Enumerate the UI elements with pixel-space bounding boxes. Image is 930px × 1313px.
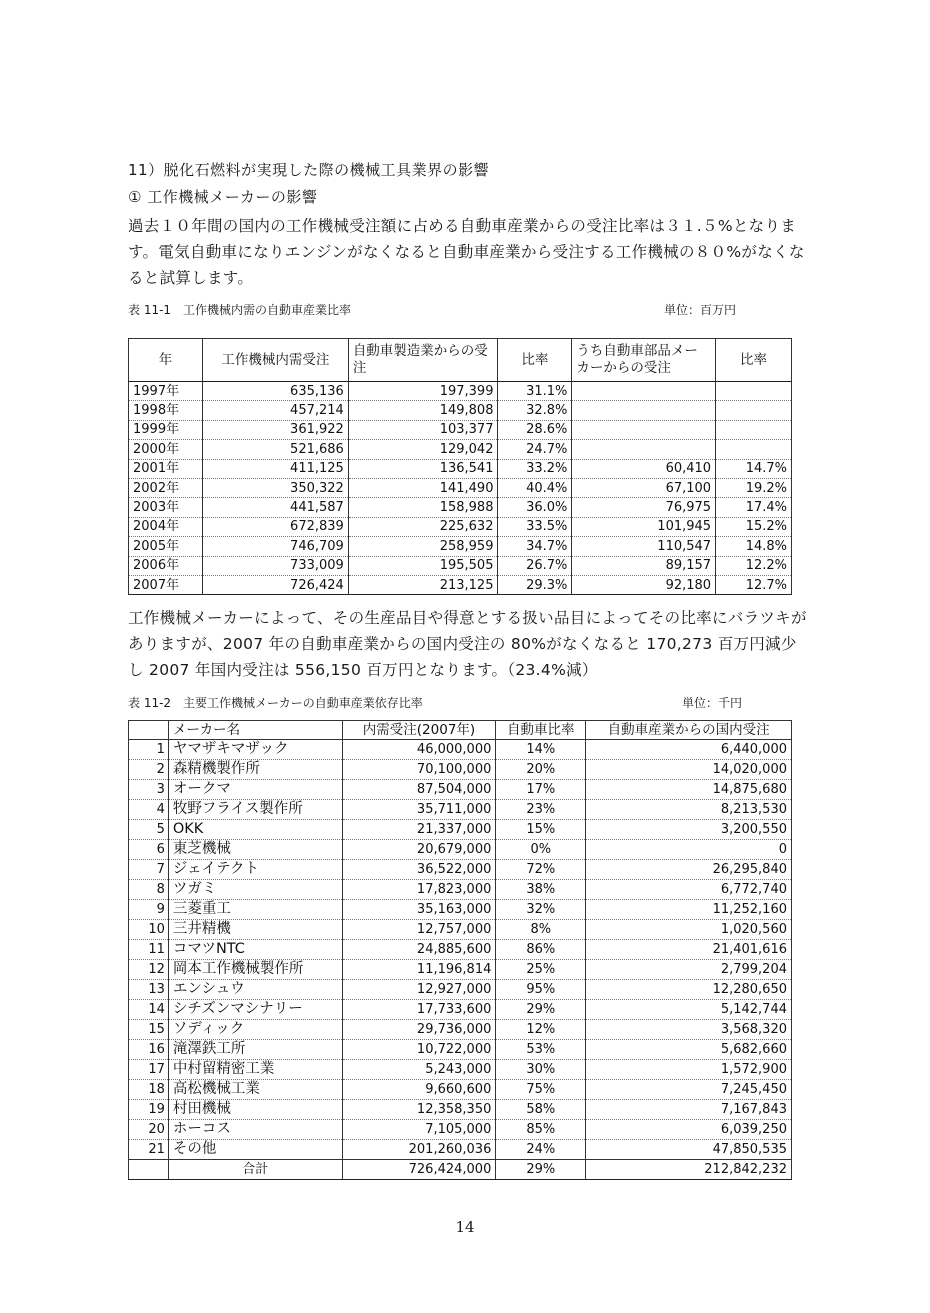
table1-header-cell: うち自動車部品メーカーからの受注 xyxy=(572,339,716,382)
table2-cell: 32% xyxy=(496,900,586,920)
table1-cell: 635,136 xyxy=(202,382,348,401)
table1-cell: 136,541 xyxy=(348,459,498,478)
table2-cell: エンシュウ xyxy=(168,980,342,1000)
total-ratio: 29% xyxy=(496,1160,586,1180)
table2-cell: ツガミ xyxy=(168,880,342,900)
table2-body xyxy=(129,740,792,1180)
table1-cell: 521,686 xyxy=(202,440,348,459)
table2-total-row xyxy=(129,1160,792,1180)
table-row xyxy=(129,980,792,1000)
table-row xyxy=(129,575,792,594)
table2-cell: 1 xyxy=(129,740,169,760)
table2-cell: 14 xyxy=(129,1000,169,1020)
table2-cell: 3 xyxy=(129,780,169,800)
table1-cell: 31.1% xyxy=(498,382,572,401)
table2-unit: 単位：千円 xyxy=(682,696,743,710)
table2-cell: 12,280,650 xyxy=(586,980,792,1000)
table-row xyxy=(129,820,792,840)
table2-cell: 5,142,744 xyxy=(586,1000,792,1020)
table2-cell: 86% xyxy=(496,940,586,960)
table1-cell xyxy=(716,401,792,420)
table-row xyxy=(129,498,792,517)
table1-cell: 60,410 xyxy=(572,459,716,478)
table1-cell: 672,839 xyxy=(202,517,348,536)
table2-cell: 30% xyxy=(496,1060,586,1080)
table1-cell: 33.5% xyxy=(498,517,572,536)
intro-paragraph: 過去１０年間の国内の工作機械受注額に占める自動車産業からの受注比率は３１.５%となります。電気自動車になりエンジンがなくなると自動車産業から受注する工作機械の８０%がなくなると試算します。 xyxy=(128,217,805,287)
table-row xyxy=(129,401,792,420)
table2-cell: 15 xyxy=(129,1020,169,1040)
table2-cell: 14,020,000 xyxy=(586,760,792,780)
table1-cell: 195,505 xyxy=(348,556,498,575)
table1-cell: 28.6% xyxy=(498,420,572,439)
table1-cell xyxy=(716,420,792,439)
table2-cell: 2,799,204 xyxy=(586,960,792,980)
table1-cell: 67,100 xyxy=(572,478,716,497)
table2-cell: 21 xyxy=(129,1140,169,1160)
table2-cell: 19 xyxy=(129,1100,169,1120)
table2-cell: 75% xyxy=(496,1080,586,1100)
table2-cell: 岡本工作機械製作所 xyxy=(168,960,342,980)
table2-cell: その他 xyxy=(168,1140,342,1160)
table1-cell: 361,922 xyxy=(202,420,348,439)
table-row xyxy=(129,420,792,439)
table1-cell: 110,547 xyxy=(572,537,716,556)
table1-cell: 350,322 xyxy=(202,478,348,497)
table2-cell: 17% xyxy=(496,780,586,800)
table2-cell: 2 xyxy=(129,760,169,780)
table1-cell: 2007年 xyxy=(129,575,203,594)
table1-body xyxy=(129,382,792,595)
table-row xyxy=(129,556,792,575)
table1-cell: 225,632 xyxy=(348,517,498,536)
table2-cell: 16 xyxy=(129,1040,169,1060)
table-row xyxy=(129,920,792,940)
table1-header-cell: 比率 xyxy=(498,339,572,382)
table1-cell: 92,180 xyxy=(572,575,716,594)
table2-cell: 26,295,840 xyxy=(586,860,792,880)
table2-cell: 201,260,036 xyxy=(342,1140,496,1160)
table2-cell: 35,163,000 xyxy=(342,900,496,920)
table1-cell: 129,042 xyxy=(348,440,498,459)
table1-cell: 1997年 xyxy=(129,382,203,401)
table2-cell: 20,679,000 xyxy=(342,840,496,860)
table-row xyxy=(129,960,792,980)
table1-cell xyxy=(716,382,792,401)
auto-ratio-table xyxy=(128,338,792,595)
table1-cell: 26.7% xyxy=(498,556,572,575)
table2-cell: 14,875,680 xyxy=(586,780,792,800)
table2-cell: 95% xyxy=(496,980,586,1000)
table1-cell: 2001年 xyxy=(129,459,203,478)
table2-cell: 11,196,814 xyxy=(342,960,496,980)
table2-cell: ソディック xyxy=(168,1020,342,1040)
table2-cell: 12 xyxy=(129,960,169,980)
table2-cell: 87,504,000 xyxy=(342,780,496,800)
table1-header-row xyxy=(129,339,792,382)
table1-cell: 2003年 xyxy=(129,498,203,517)
table2-cell: 6 xyxy=(129,840,169,860)
table2-cell: 14% xyxy=(496,740,586,760)
table2-cell: 20 xyxy=(129,1120,169,1140)
table-row xyxy=(129,900,792,920)
table1-cell: 29.3% xyxy=(498,575,572,594)
table1-cell xyxy=(716,440,792,459)
table2-cell: 24,885,600 xyxy=(342,940,496,960)
table2-cell: 5,243,000 xyxy=(342,1060,496,1080)
table-row xyxy=(129,760,792,780)
table2-cell: 23% xyxy=(496,800,586,820)
table2-caption: 表 11-2 主要工作機械メーカーの自動車産業依存比率 xyxy=(128,696,423,710)
table2-header-cell: 自動車比率 xyxy=(496,721,586,740)
table2-cell: 0% xyxy=(496,840,586,860)
table2-cell: 13 xyxy=(129,980,169,1000)
table2-header-cell: 内需受注(2007年) xyxy=(342,721,496,740)
table2-header-cell: 自動車産業からの国内受注 xyxy=(586,721,792,740)
table-row xyxy=(129,517,792,536)
table2-cell: 36,522,000 xyxy=(342,860,496,880)
table1-cell xyxy=(572,382,716,401)
table2-cell: 18 xyxy=(129,1080,169,1100)
total-domestic: 726,424,000 xyxy=(342,1160,496,1180)
table2-cell: 4 xyxy=(129,800,169,820)
table2-cell: 3,568,320 xyxy=(586,1020,792,1040)
table2-cell: コマツNTC xyxy=(168,940,342,960)
table1-cell: 34.7% xyxy=(498,537,572,556)
table-row xyxy=(129,1040,792,1060)
table2-cell: 中村留精密工業 xyxy=(168,1060,342,1080)
table2-cell: シチズンマシナリー xyxy=(168,1000,342,1020)
table1-cell: 141,490 xyxy=(348,478,498,497)
table1-cell: 733,009 xyxy=(202,556,348,575)
table2-cell: 35,711,000 xyxy=(342,800,496,820)
table2-cell: 10,722,000 xyxy=(342,1040,496,1060)
table-row xyxy=(129,459,792,478)
analysis-paragraph: 工作機械メーカーによって、その生産品目や得意とする扱い品目によってその比率にバラツキがありますが、2007 年の自動車産業からの国内受注の 80%がなくなると 170,273 百万円減少し 2007 年国内受注は 556,150 百万円となります。（23.4%減） xyxy=(128,609,807,679)
table-row xyxy=(129,1100,792,1120)
table1-cell: 32.8% xyxy=(498,401,572,420)
table1-cell: 411,125 xyxy=(202,459,348,478)
table2-cell: 牧野フライス製作所 xyxy=(168,800,342,820)
table-row xyxy=(129,1020,792,1040)
table-row xyxy=(129,780,792,800)
table2-cell: 47,850,535 xyxy=(586,1140,792,1160)
table2-cell: 11,252,160 xyxy=(586,900,792,920)
table1-cell: 258,959 xyxy=(348,537,498,556)
table2-cell: 三井精機 xyxy=(168,920,342,940)
table2-header-cell xyxy=(129,721,169,740)
table1-cell: 726,424 xyxy=(202,575,348,594)
table1-cell: 2006年 xyxy=(129,556,203,575)
table1-cell: 197,399 xyxy=(348,382,498,401)
table-row xyxy=(129,880,792,900)
table1-cell: 2005年 xyxy=(129,537,203,556)
table2-cell: 5,682,660 xyxy=(586,1040,792,1060)
table1-cell: 36.0% xyxy=(498,498,572,517)
table2-cell: 3,200,550 xyxy=(586,820,792,840)
table1-cell: 103,377 xyxy=(348,420,498,439)
table2-cell: 0 xyxy=(586,840,792,860)
empty-cell xyxy=(129,1160,169,1180)
table1-cell: 1999年 xyxy=(129,420,203,439)
table2-cell: 72% xyxy=(496,860,586,880)
table2-cell: 70,100,000 xyxy=(342,760,496,780)
table-row xyxy=(129,1080,792,1100)
table2-cell: 53% xyxy=(496,1040,586,1060)
table1-cell: 76,975 xyxy=(572,498,716,517)
table1-cell: 2000年 xyxy=(129,440,203,459)
maker-dependency-table xyxy=(128,720,792,1180)
table2-cell: 11 xyxy=(129,940,169,960)
table1-header-cell: 年 xyxy=(129,339,203,382)
table2-cell: 12,757,000 xyxy=(342,920,496,940)
table-row xyxy=(129,940,792,960)
table2-cell: 9 xyxy=(129,900,169,920)
table2-cell: ホーコス xyxy=(168,1120,342,1140)
table1-header-cell: 工作機械内需受注 xyxy=(202,339,348,382)
table2-cell: 東芝機械 xyxy=(168,840,342,860)
table1-caption: 表 11-1 工作機械内需の自動車産業比率 xyxy=(128,303,352,317)
table1-cell: 213,125 xyxy=(348,575,498,594)
subsection-heading: ① 工作機械メーカーの影響 xyxy=(128,188,318,206)
table1-cell: 15.2% xyxy=(716,517,792,536)
table-row xyxy=(129,440,792,459)
table2-cell: 17,733,600 xyxy=(342,1000,496,1020)
table1-header-cell: 比率 xyxy=(716,339,792,382)
table2-cell: 17 xyxy=(129,1060,169,1080)
table1-cell: 17.4% xyxy=(716,498,792,517)
table2-cell: 1,572,900 xyxy=(586,1060,792,1080)
table2-cell: 17,823,000 xyxy=(342,880,496,900)
table2-cell: 7,105,000 xyxy=(342,1120,496,1140)
table1-cell: 14.7% xyxy=(716,459,792,478)
table2-cell: 12,358,350 xyxy=(342,1100,496,1120)
table1-cell: 746,709 xyxy=(202,537,348,556)
table-row xyxy=(129,537,792,556)
table2-cell: 85% xyxy=(496,1120,586,1140)
table-row xyxy=(129,860,792,880)
table2-cell: 森精機製作所 xyxy=(168,760,342,780)
page-number: 14 xyxy=(455,1218,475,1236)
table1-cell: 12.7% xyxy=(716,575,792,594)
table1-cell: 101,945 xyxy=(572,517,716,536)
table1-cell xyxy=(572,420,716,439)
table2-cell: 6,440,000 xyxy=(586,740,792,760)
table2-cell: 村田機械 xyxy=(168,1100,342,1120)
table2-cell: 高松機械工業 xyxy=(168,1080,342,1100)
table2-cell: ジェイテクト xyxy=(168,860,342,880)
table2-cell: 7 xyxy=(129,860,169,880)
table1-cell: 89,157 xyxy=(572,556,716,575)
table2-cell: 7,167,843 xyxy=(586,1100,792,1120)
table2-cell: 10 xyxy=(129,920,169,940)
table2-cell: 12% xyxy=(496,1020,586,1040)
table1-cell: 457,214 xyxy=(202,401,348,420)
table2-cell: 8,213,530 xyxy=(586,800,792,820)
table1-cell: 33.2% xyxy=(498,459,572,478)
table-row xyxy=(129,800,792,820)
total-auto: 212,842,232 xyxy=(586,1160,792,1180)
table1-cell: 158,988 xyxy=(348,498,498,517)
table-row xyxy=(129,478,792,497)
table2-cell: 29% xyxy=(496,1000,586,1020)
table2-cell: 29,736,000 xyxy=(342,1020,496,1040)
table1-cell xyxy=(572,401,716,420)
table-row xyxy=(129,1140,792,1160)
table2-cell: 21,401,616 xyxy=(586,940,792,960)
table-row xyxy=(129,840,792,860)
table1-cell: 40.4% xyxy=(498,478,572,497)
table2-cell: OKK xyxy=(168,820,342,840)
total-label: 合計 xyxy=(168,1160,342,1180)
table2-header-row xyxy=(129,721,792,740)
table-row xyxy=(129,740,792,760)
table2-cell: 6,039,250 xyxy=(586,1120,792,1140)
table2-cell: ヤマザキマザック xyxy=(168,740,342,760)
table2-cell: 三菱重工 xyxy=(168,900,342,920)
table2-cell: 6,772,740 xyxy=(586,880,792,900)
table2-cell: 38% xyxy=(496,880,586,900)
table2-cell: 9,660,600 xyxy=(342,1080,496,1100)
table2-cell: 20% xyxy=(496,760,586,780)
table2-cell: 58% xyxy=(496,1100,586,1120)
table2-cell: オークマ xyxy=(168,780,342,800)
table2-cell: 21,337,000 xyxy=(342,820,496,840)
table2-cell: 25% xyxy=(496,960,586,980)
table1-unit: 単位：百万円 xyxy=(664,303,737,317)
table1-cell: 441,587 xyxy=(202,498,348,517)
table1-header-cell: 自動車製造業からの受注 xyxy=(348,339,498,382)
table2-cell: 8% xyxy=(496,920,586,940)
table1-cell: 149,808 xyxy=(348,401,498,420)
table2-cell: 8 xyxy=(129,880,169,900)
table2-cell: 滝澤鉄工所 xyxy=(168,1040,342,1060)
section-heading: 11）脱化石燃料が実現した際の機械工具業界の影響 xyxy=(128,161,490,179)
table-row xyxy=(129,1120,792,1140)
table1-cell: 12.2% xyxy=(716,556,792,575)
table1-cell: 19.2% xyxy=(716,478,792,497)
table2-cell: 15% xyxy=(496,820,586,840)
table-row xyxy=(129,382,792,401)
table1-cell: 1998年 xyxy=(129,401,203,420)
table1-cell xyxy=(572,440,716,459)
table2-cell: 7,245,450 xyxy=(586,1080,792,1100)
table2-cell: 46,000,000 xyxy=(342,740,496,760)
table2-header-cell: メーカー名 xyxy=(168,721,342,740)
table2-cell: 1,020,560 xyxy=(586,920,792,940)
table1-cell: 24.7% xyxy=(498,440,572,459)
table2-cell: 5 xyxy=(129,820,169,840)
table1-cell: 14.8% xyxy=(716,537,792,556)
table-row xyxy=(129,1060,792,1080)
table1-cell: 2004年 xyxy=(129,517,203,536)
table2-cell: 24% xyxy=(496,1140,586,1160)
table-row xyxy=(129,1000,792,1020)
table1-cell: 2002年 xyxy=(129,478,203,497)
table2-cell: 12,927,000 xyxy=(342,980,496,1000)
